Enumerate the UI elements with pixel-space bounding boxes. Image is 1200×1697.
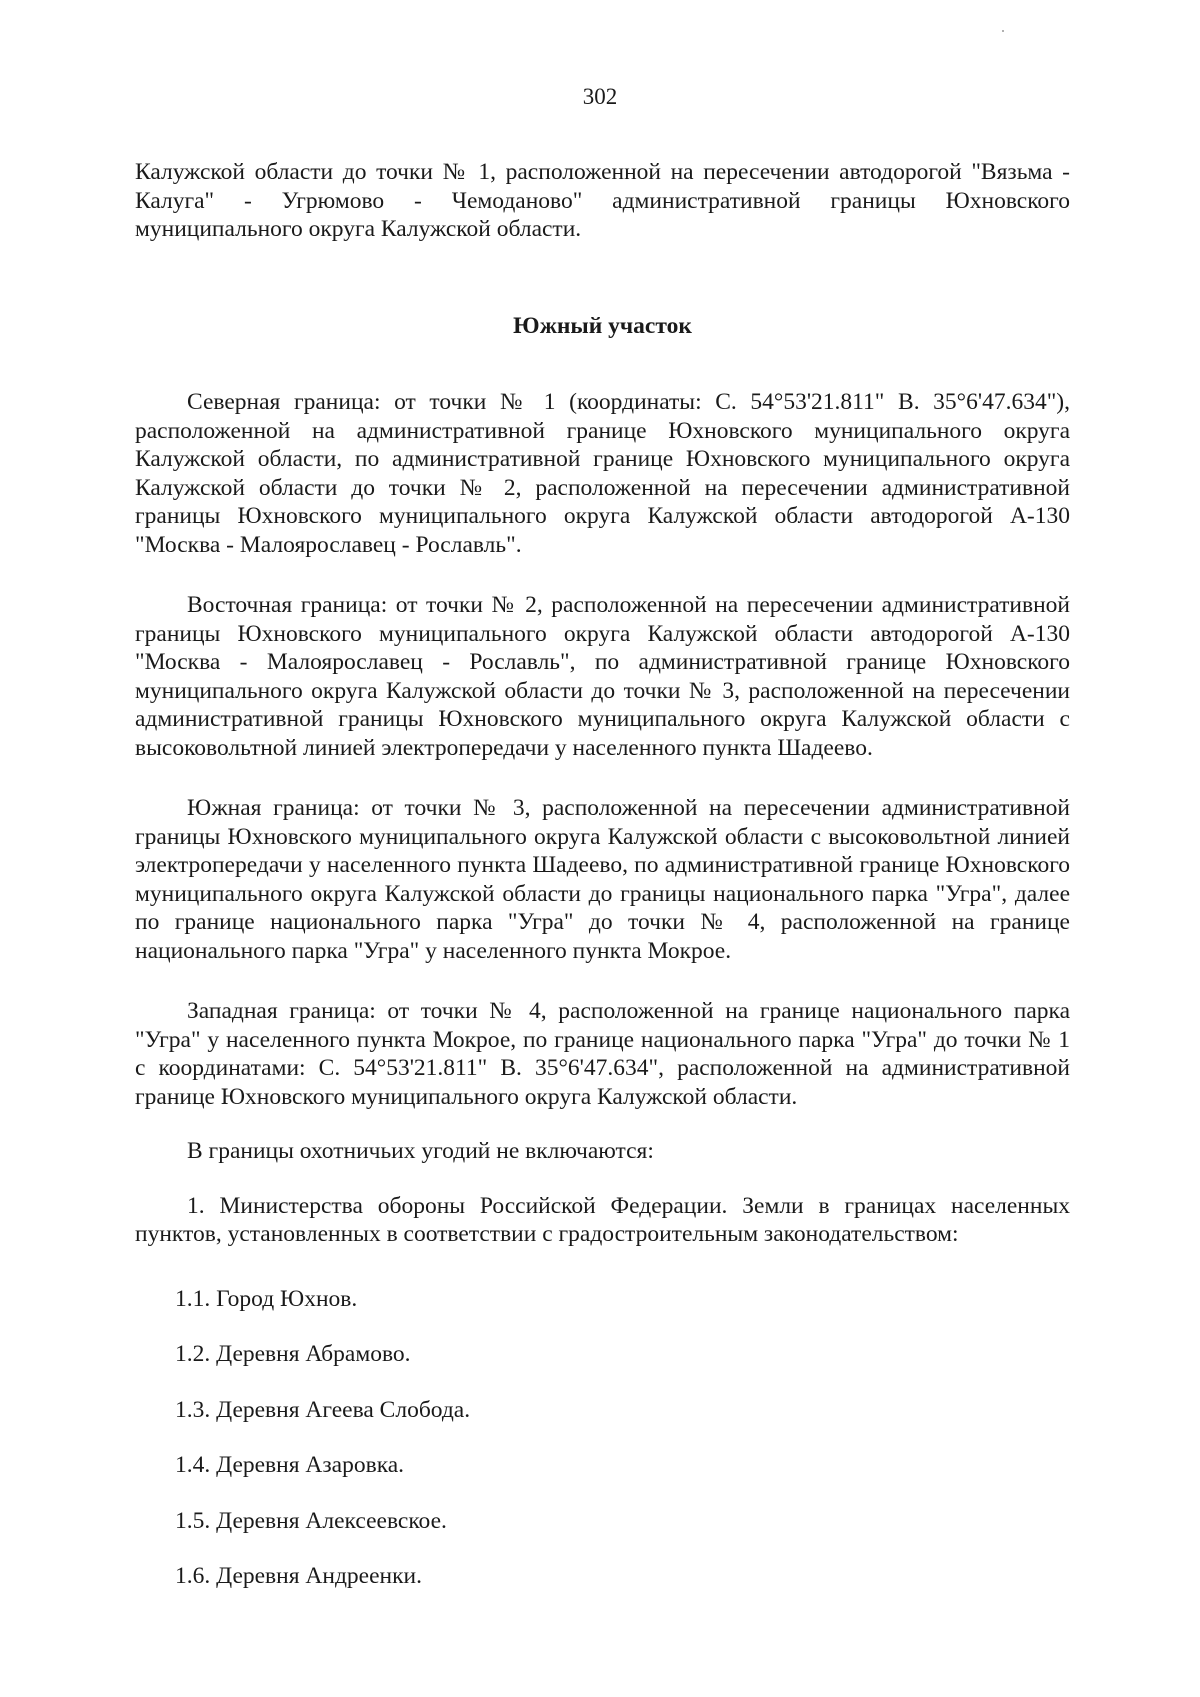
list-item: 1.2. Деревня Абрамово. (175, 1341, 411, 1367)
south-boundary-paragraph: Южная граница: от точки № 3, расположенной на пересечении административной границы Юхновского муниципального округа Калужской области с высоковольтной линией электропередачи у населенного пункта Шадеево, по административной границе Юхновского муниципального округа Калужской области до границы национального парка "Угра", далее по границе национального парка "Угра" до точки № 4, расположенной на границе национального парка "Угра" у населенного пункта Мокрое. (135, 795, 1070, 964)
list-item: 1.3. Деревня Агеева Слобода. (175, 1396, 471, 1423)
document-body (135, 158, 1070, 1591)
list-item: 1.4. Деревня Азаровка. (175, 1452, 405, 1478)
north-boundary-paragraph: Северная граница: от точки № 1 (координаты: С. 54°53'21.811" В. 35°6'47.634"), расположенной на административной границе Юхновского муниципального округа Калужской области, по административной границе Юхновского муниципального округа Калужской области до точки № 2, расположенной на пересечении административной границы Юхновского муниципального округа Калужской области автодорогой А-130 "Москва - Малоярославец - Рославль". (135, 389, 1070, 558)
west-boundary-paragraph: Западная граница: от точки № 4, расположенной на границе национального парка "Угра" у населенного пункта Мокрое, по границе национального парка "Угра" до точки № 1 с координатами: С. 54°53'21.811" В. 35°6'47.634", расположенной на административной границе Юхновского муниципального округа Калужской области. (135, 998, 1070, 1110)
section-title: Южный участок (513, 312, 692, 339)
page-number: 302 (582, 84, 618, 109)
scan-speck (1002, 30, 1004, 32)
east-boundary-paragraph: Восточная граница: от точки № 2, расположенной на пересечении административной границы Юхновского муниципального округа Калужской области автодорогой А-130 "Москва - Малоярославец - Рославль", по административной границе Юхновского муниципального округа Калужской области до точки № 3, расположенной на пересечении административной границы Юхновского муниципального округа Калужской области с высоковольтной линией электропередачи у населенного пункта Шадеево. (135, 592, 1070, 761)
list-item: 1.5. Деревня Алексеевское. (175, 1507, 447, 1534)
settlements-list (135, 1285, 1070, 1591)
intro-paragraph: Калужской области до точки № 1, расположенной на пересечении автодорогой "Вязьма - Калуга" - Угрюмово - Чемоданово" административной границы Юхновского муниципального округа Калужской области. (135, 159, 1070, 242)
list-item: 1.1. Город Юхнов. (175, 1285, 358, 1312)
exclusion-clause-1: 1. Министерства обороны Российской Федерации. Земли в границах населенных пунктов, установленных в соответствии с градостроительным законодательством: (135, 1192, 1070, 1247)
exclusions-intro: В границы охотничьих угодий не включаются: (187, 1138, 654, 1164)
list-item: 1.6. Деревня Андреенки. (175, 1563, 422, 1589)
